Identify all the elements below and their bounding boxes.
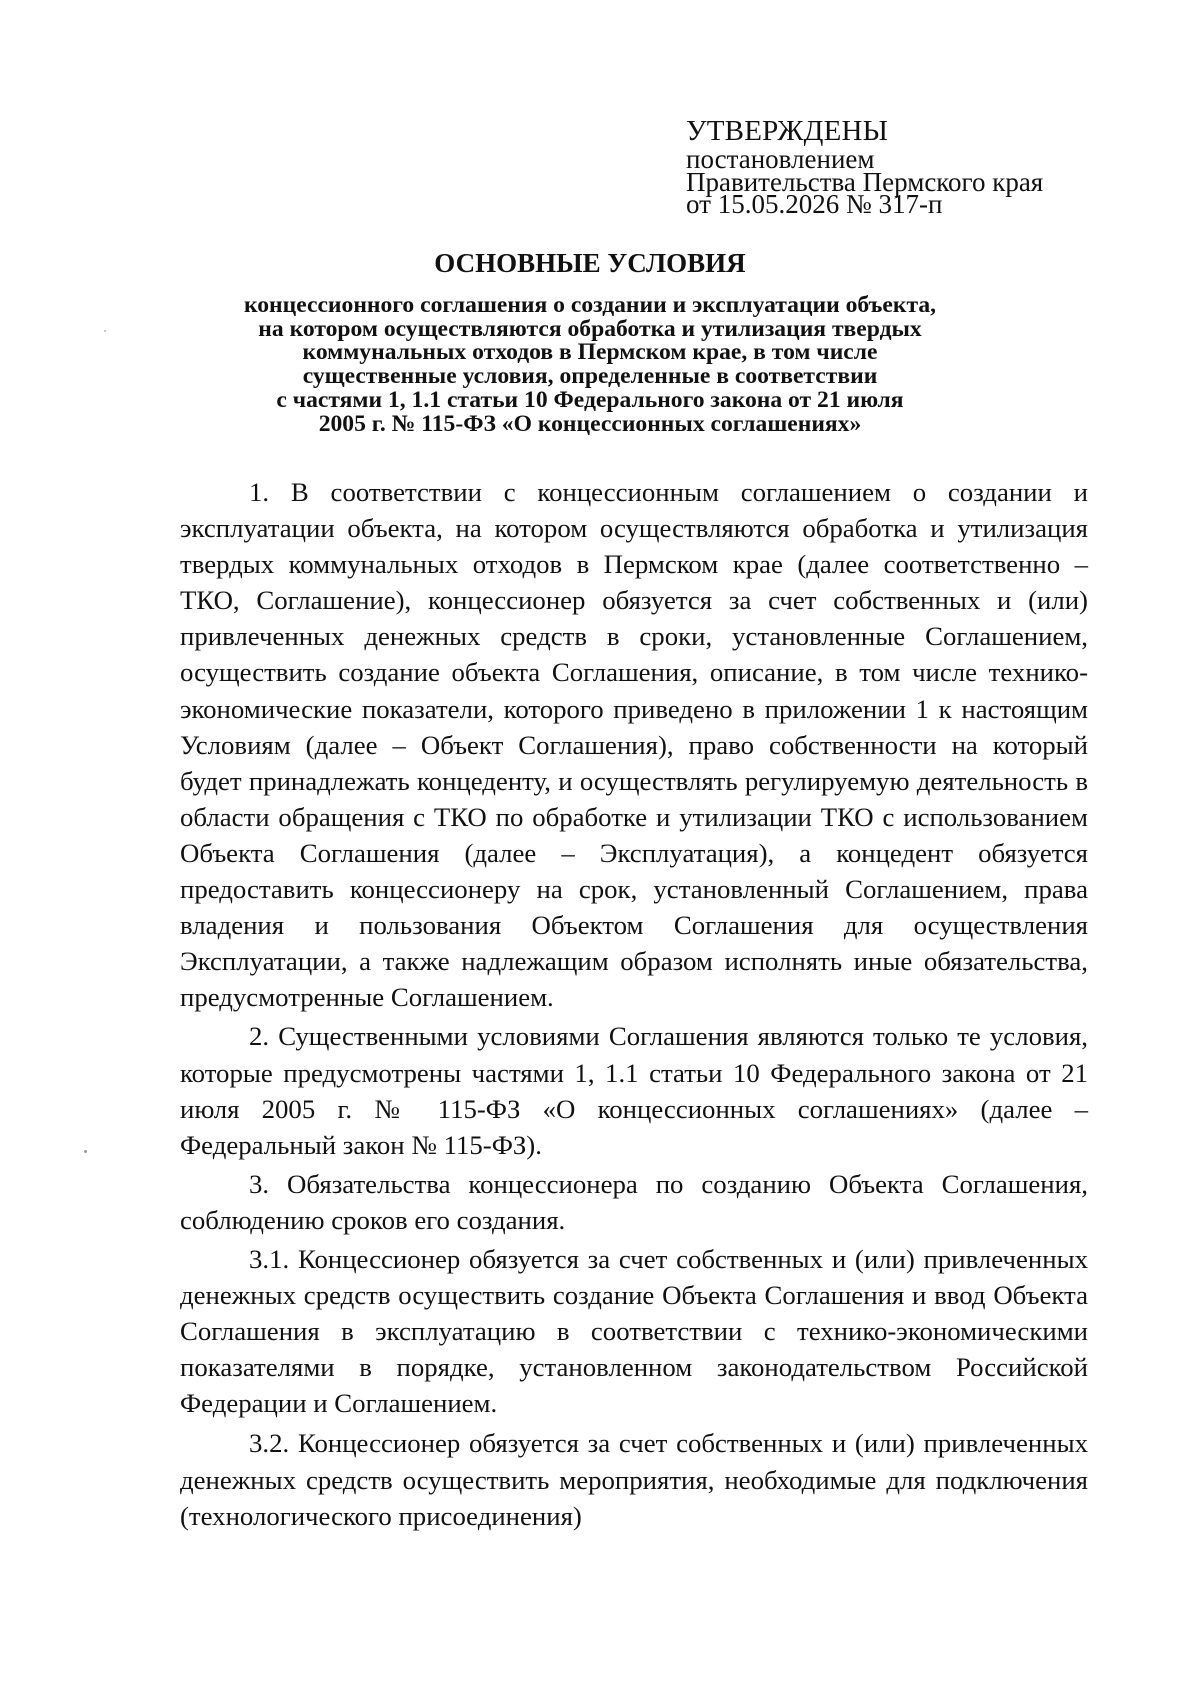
title-main: ОСНОВНЫЕ УСЛОВИЯ — [434, 248, 746, 278]
title-subtitle-line: на котором осуществляются обработка и утилизация твердых — [258, 315, 922, 342]
title-subtitle — [150, 294, 1030, 436]
title-subtitle-line: концессионного соглашения о создании и эксплуатации объекта, — [243, 292, 937, 318]
paragraph-3: 3. Обязательства концессионера по созданию Объекта Соглашения, соблюдению сроков его создания. — [180, 1168, 1088, 1235]
paragraph-3-1: 3.1. Концессионер обязуется за счет собственных и (или) привлеченных денежных средств осуществить создание Объекта Соглашения и ввод Объекта Соглашения в эксплуатацию в соответствии с технико-экономическими показателями в порядке, установленном законодательством Российской Федерации и Соглашением. — [180, 1243, 1088, 1419]
approval-heading: УТВЕРЖДЕНЫ — [686, 115, 889, 147]
title-subtitle-line: 2005 г. № 115-ФЗ «О концессионных соглашениях» — [318, 410, 862, 437]
title-subtitle-line: коммунальных отходов в Пермском крае, в том числе — [302, 339, 878, 366]
scan-speck — [84, 1150, 87, 1153]
title-subtitle-line: существенные условия, определенные в соответствии — [302, 363, 878, 390]
approval-line-resolution: постановлением — [686, 144, 875, 174]
approval-stamp — [686, 114, 1106, 219]
document-title — [150, 246, 1030, 436]
title-subtitle-line: с частями 1, 1.1 статьи 10 Федерального закона от 21 июля — [276, 386, 904, 413]
approval-line-date-number: от 15.05.2026 № 317-п — [686, 189, 943, 219]
paragraph-1: 1. В соответствии с концессионным соглашением о создании и эксплуатации объекта, на котором осуществляются обработка и утилизация твердых коммунальных отходов в Пермском крае (далее соответственно – ТКО, Соглашение), концессионер обязуется за счет собственных и (или) привлеченных денежных средств в сроки, установленные Соглашением, осуществить создание объекта Соглашения, описание, в том числе технико-экономические показатели, которого приведено в приложении 1 к настоящим Условиям (далее – Объект Соглашения), право собственности на который будет принадлежать концеденту, и осуществлять регулируемую деятельность в области обращения с ТКО по обработке и утилизации ТКО с использованием Объекта Соглашения (далее – Эксплуатация), а концедент обязуется предоставить концессионеру на срок, установленный Соглашением, права владения и пользования Объектом Соглашения для осуществления Эксплуатации, а также надлежащим образом исполнять иные обязательства, предусмотренные Соглашением. — [180, 477, 1088, 1013]
paragraph-2: 2. Существенными условиями Соглашения являются только те условия, которые предусмотрены частями 1, 1.1 статьи 10 Федерального закона от 21 июля 2005 г. № 115-ФЗ «О концессионных соглашениях» (далее – Федеральный закон № 115-ФЗ). — [180, 1021, 1088, 1160]
document-body — [180, 474, 1088, 1534]
approval-line-government: Правительства Пермского края — [686, 166, 1044, 197]
scan-speck — [104, 330, 106, 332]
paragraph-3-2: 3.2. Концессионер обязуется за счет собственных и (или) привлеченных денежных средств осуществить мероприятия, необходимые для подключения (технологического присоединения) — [180, 1428, 1088, 1531]
